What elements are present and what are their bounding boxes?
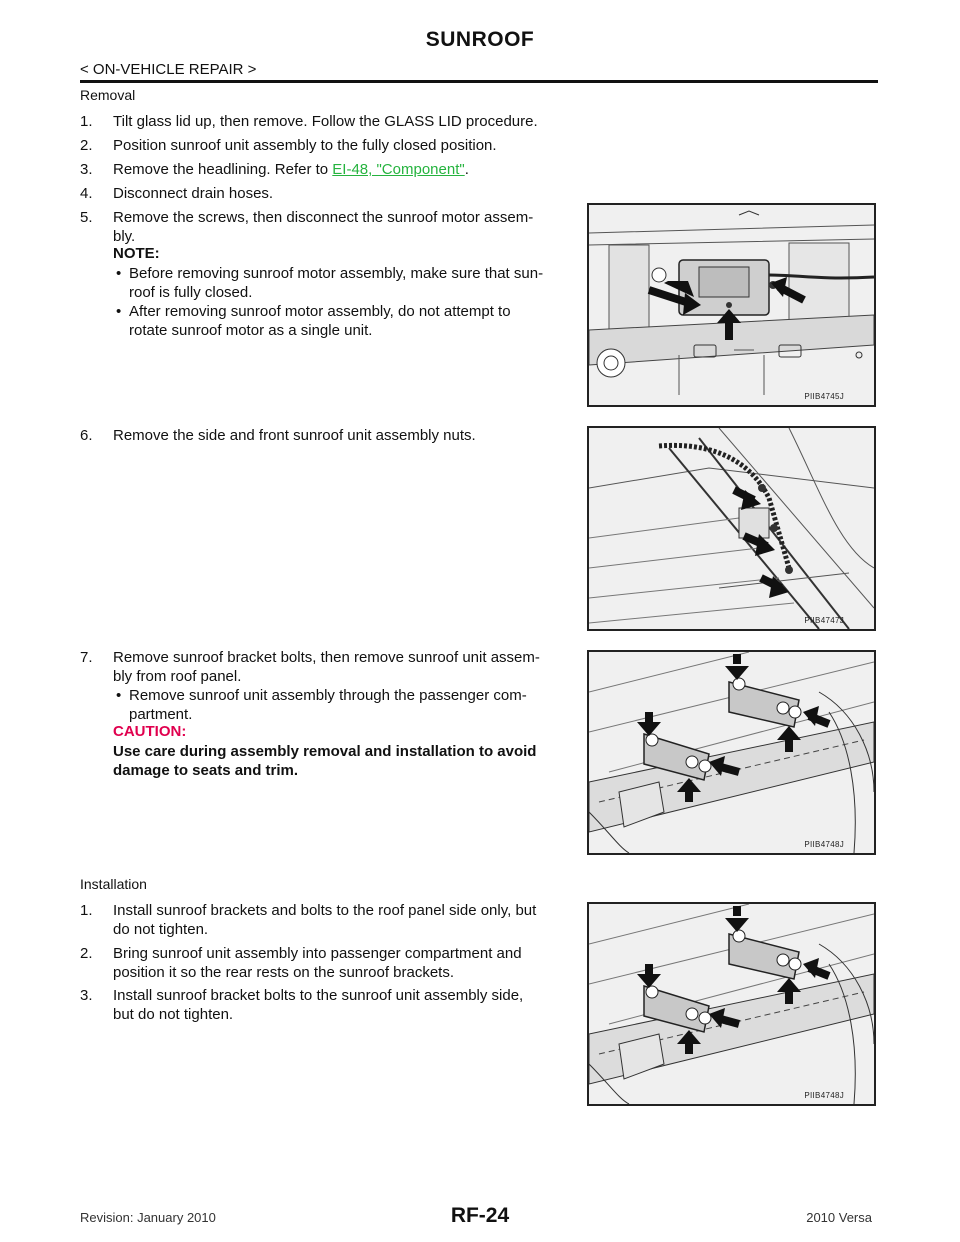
note-bullet-1 xyxy=(116,264,577,283)
figure-bracket-bolts-installation xyxy=(587,902,876,1106)
figure-code: PIIB4748J xyxy=(804,840,844,849)
step-number: 1. xyxy=(80,902,93,919)
removal-step-5 xyxy=(80,208,577,227)
step-number: 2. xyxy=(80,137,93,154)
step-text-line-1: Remove sunroof bracket bolts, then remove sunroof unit assem- xyxy=(113,649,540,666)
step-text: Disconnect drain hoses. xyxy=(113,185,274,202)
removal-step-4 xyxy=(80,184,577,203)
bracket-bolts-illustration xyxy=(589,652,874,853)
unit-assembly-nuts-illustration xyxy=(589,428,874,629)
caution-label: CAUTION: xyxy=(113,723,187,740)
step-text: Position sunroof unit assembly to the fully closed position. xyxy=(113,137,497,154)
step-text-line-2: position it so the rear rests on the sunroof brackets. xyxy=(113,964,455,981)
removal-step-2 xyxy=(80,136,577,155)
step-text: Remove the side and front sunroof unit assembly nuts. xyxy=(113,427,476,444)
removal-step-7 xyxy=(80,648,577,667)
step-text-line-2: do not tighten. xyxy=(113,921,209,938)
note-label: NOTE: xyxy=(113,245,160,262)
figure-code: PIIB4747J xyxy=(804,616,844,625)
step-text-line-2: bly from roof panel. xyxy=(113,668,242,685)
figure-code: PIIB4748J xyxy=(804,1091,844,1100)
installation-step-1 xyxy=(80,901,577,920)
bullet-text-line-1: After removing sunroof motor assembly, do not attempt to xyxy=(129,303,511,320)
step-text-line-2: bly. xyxy=(113,228,136,245)
page-title: SUNROOF xyxy=(425,28,535,51)
vehicle-model: 2010 Versa xyxy=(806,1210,872,1225)
removal-step-1 xyxy=(80,112,577,131)
bullet-text-line-1: Before removing sunroof motor assembly, make sure that sun- xyxy=(129,265,544,282)
component-reference-link[interactable]: EI-48, "Component" xyxy=(332,161,465,178)
figure-bracket-bolts xyxy=(587,650,876,855)
section-breadcrumb: < ON-VEHICLE REPAIR > xyxy=(80,61,257,78)
step-text-line-1: Install sunroof bracket bolts to the sunroof unit assembly side, xyxy=(113,987,524,1004)
bullet-text-line-2: partment. xyxy=(129,706,193,723)
step-number: 2. xyxy=(80,945,93,962)
bullet-text-line-2: rotate sunroof motor as a single unit. xyxy=(129,322,373,339)
bullet-text-line-2: roof is fully closed. xyxy=(129,284,253,301)
step-text-line-2: but do not tighten. xyxy=(113,1006,234,1023)
step-7-bullet xyxy=(116,686,577,705)
step-number: 5. xyxy=(80,209,93,226)
figure-unit-assembly-nuts xyxy=(587,426,876,631)
bullet-text-line-1: Remove sunroof unit assembly through the passenger com- xyxy=(129,687,527,704)
step-text-after-link: . xyxy=(464,161,469,178)
bullet-dot: • xyxy=(116,687,122,704)
removal-step-6 xyxy=(80,426,577,445)
step-text: Tilt glass lid up, then remove. Follow the GLASS LID procedure. xyxy=(113,113,538,130)
step-number: 3. xyxy=(80,161,93,178)
figure-sunroof-motor xyxy=(587,203,876,407)
step-number: 1. xyxy=(80,113,93,130)
revision-date: Revision: January 2010 xyxy=(80,1210,216,1225)
bullet-dot: • xyxy=(116,303,122,320)
sunroof-motor-illustration xyxy=(589,205,874,405)
installation-step-3 xyxy=(80,986,577,1005)
step-number: 4. xyxy=(80,185,93,202)
installation-step-2 xyxy=(80,944,577,963)
installation-heading: Installation xyxy=(80,876,147,892)
step-number: 3. xyxy=(80,987,93,1004)
step-number: 7. xyxy=(80,649,93,666)
step-text-line-1: Install sunroof brackets and bolts to the roof panel side only, but xyxy=(113,902,537,919)
page-number: RF-24 xyxy=(450,1204,510,1227)
bullet-dot: • xyxy=(116,265,122,282)
step-text-line-1: Bring sunroof unit assembly into passenger compartment and xyxy=(113,945,522,962)
step-text-before-link: Remove the headlining. Refer to xyxy=(113,161,333,178)
bracket-bolts-installation-illustration xyxy=(589,904,874,1104)
figure-code: PIIB4745J xyxy=(804,392,844,401)
removal-step-3 xyxy=(80,160,577,179)
step-text xyxy=(113,160,577,179)
note-bullet-2 xyxy=(116,302,577,321)
removal-heading: Removal xyxy=(80,87,136,103)
caution-text-line-2: damage to seats and trim. xyxy=(113,762,299,779)
caution-text-line-1: Use care during assembly removal and installation to avoid xyxy=(113,743,537,760)
step-text-line-1: Remove the screws, then disconnect the sunroof motor assem- xyxy=(113,209,534,226)
header-divider xyxy=(80,80,878,83)
step-number: 6. xyxy=(80,427,93,444)
